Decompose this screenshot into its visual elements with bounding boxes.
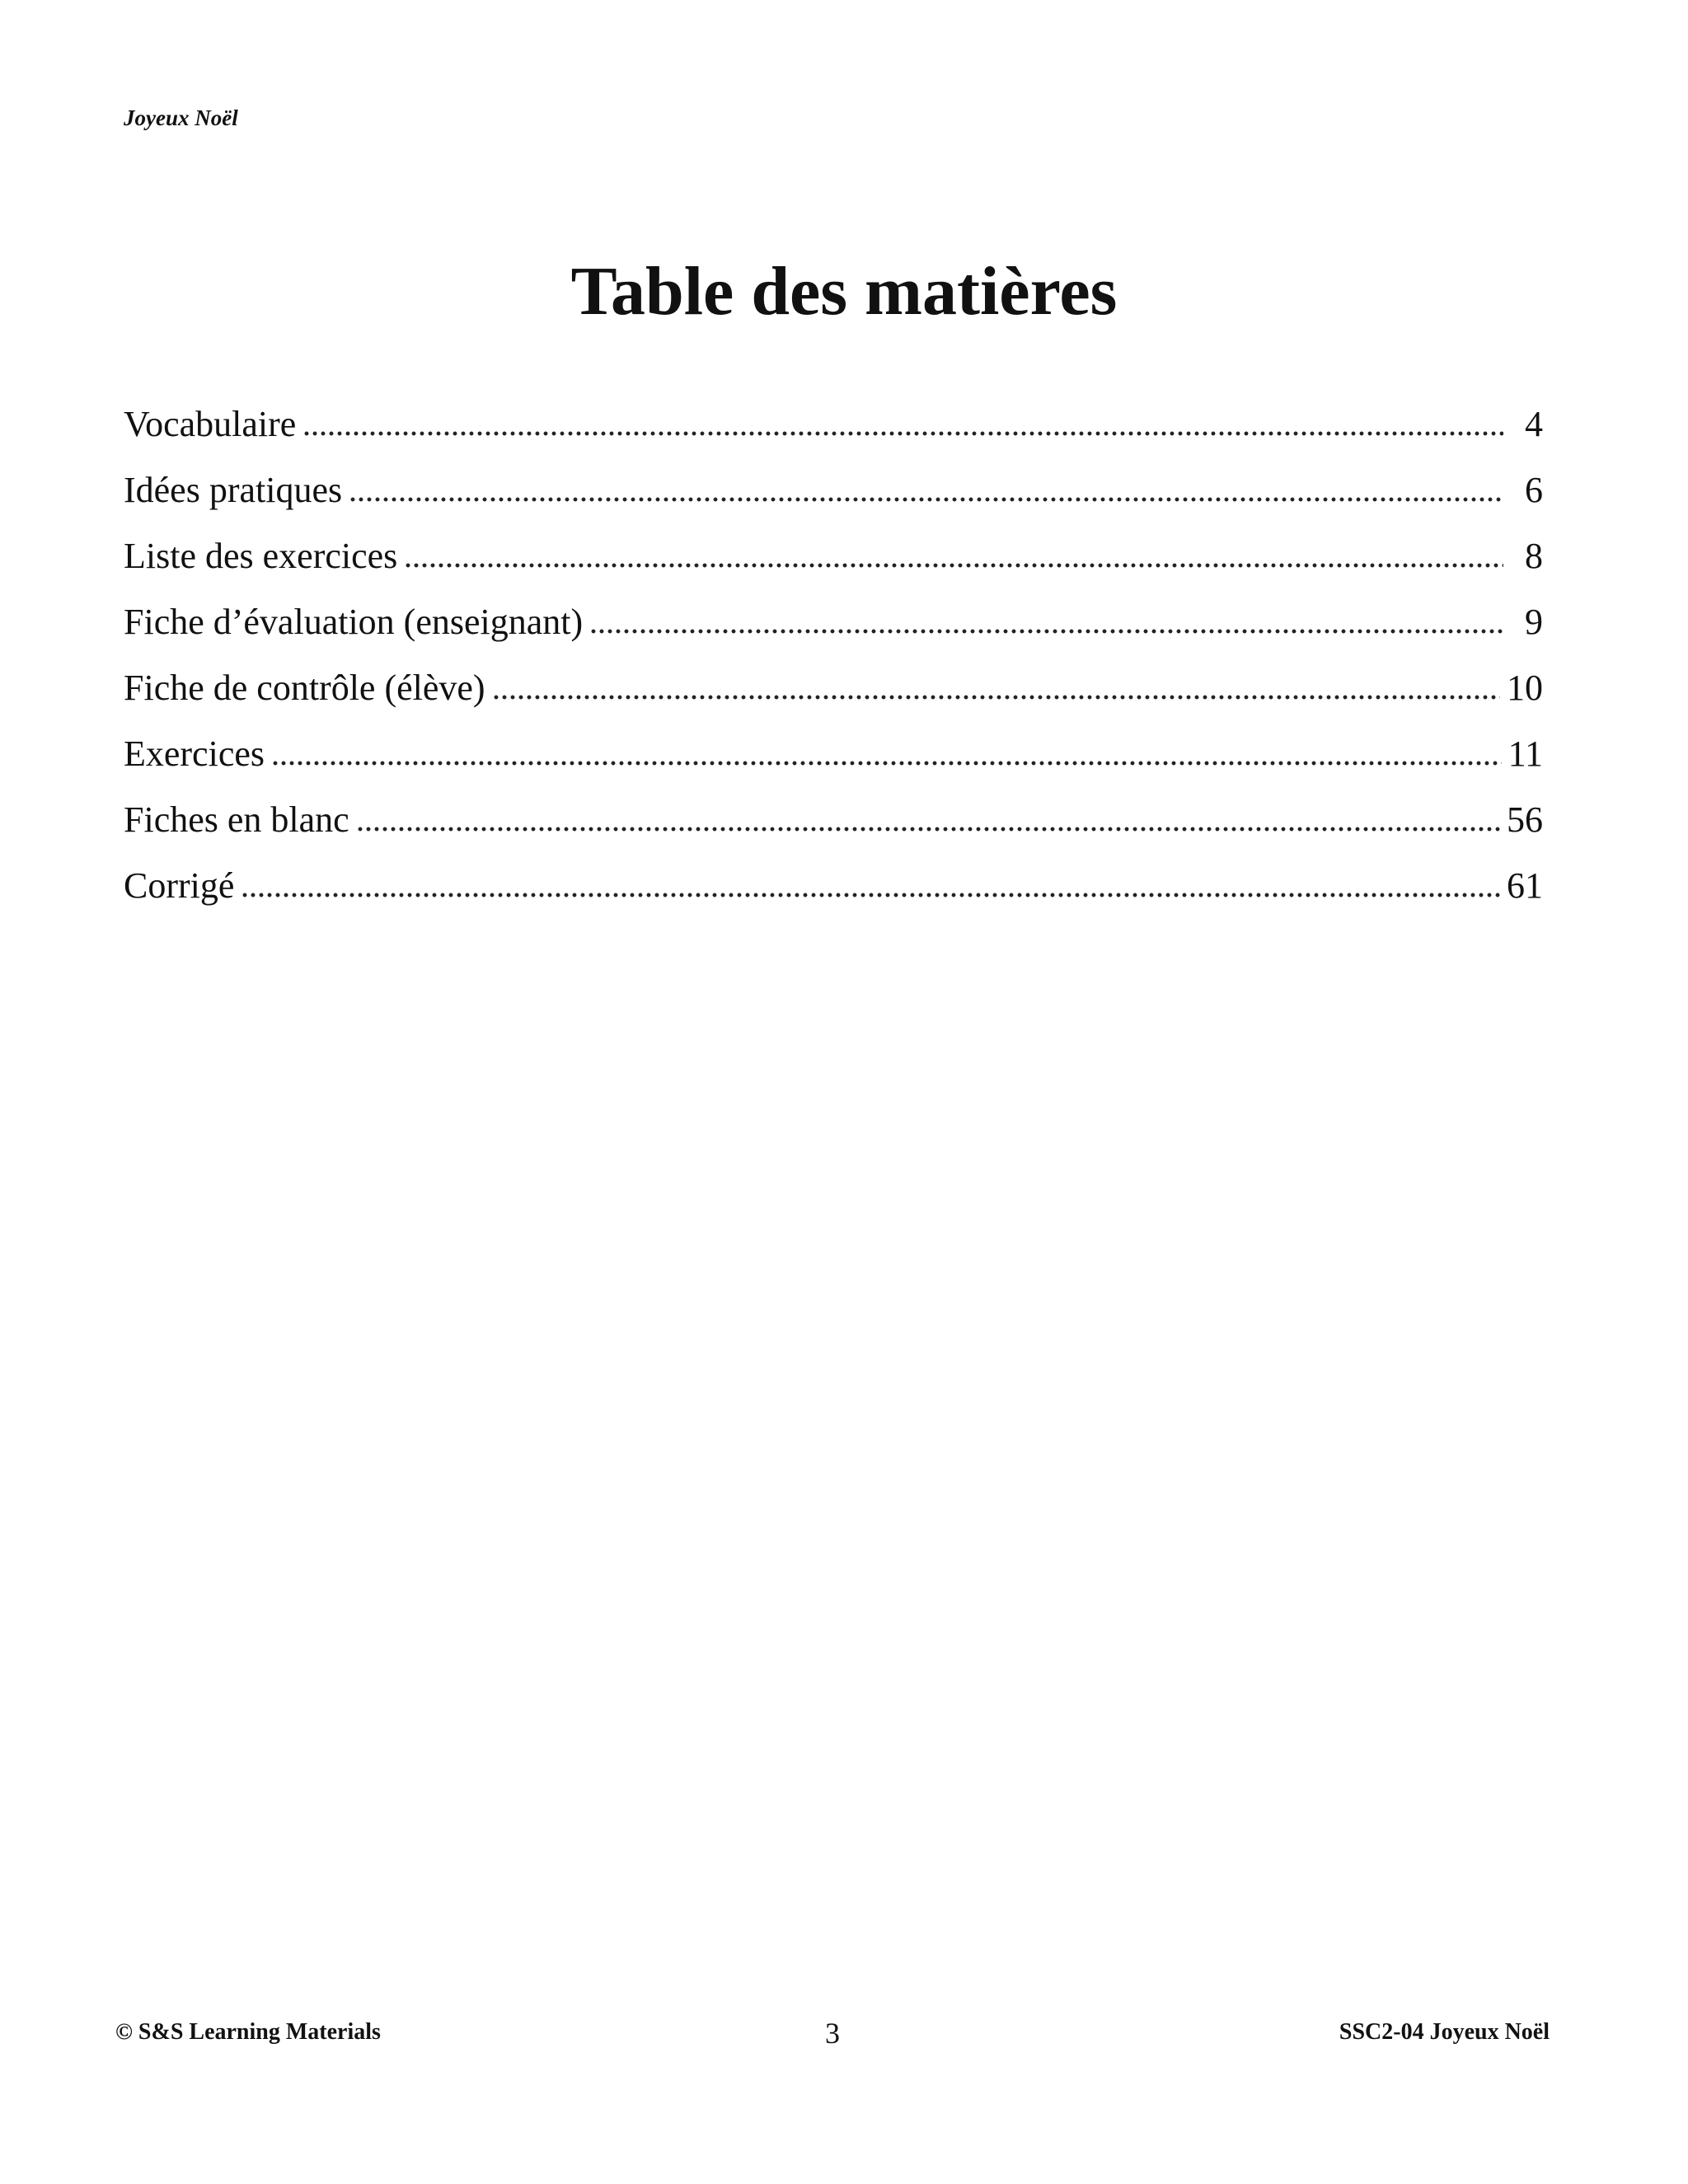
toc-entry-page: 61 [1507, 865, 1543, 906]
toc-entry-label: Fiche d’évaluation (enseignant) [124, 602, 584, 642]
dot-leader [589, 599, 1503, 635]
toc-entry-label: Corrigé [124, 865, 235, 906]
toc-entry-fiche-controle [124, 655, 1543, 721]
book-code: SSC2-04 Joyeux Noël [1339, 2019, 1550, 2045]
page-title: Table des matières [570, 253, 1118, 330]
dot-leader [349, 467, 1503, 504]
toc-entry-page: 11 [1507, 733, 1543, 774]
dot-leader [271, 731, 1502, 767]
toc-entry-liste-des-exercices [124, 523, 1543, 589]
dot-leader [241, 863, 1500, 899]
dot-leader [302, 401, 1503, 438]
toc-entry-fiches-en-blanc [124, 787, 1543, 853]
page-footer [115, 2019, 1550, 2052]
toc-entry-page: 8 [1525, 536, 1543, 576]
toc-entry-page: 4 [1525, 404, 1543, 444]
dot-leader [492, 665, 1500, 701]
toc-entry-label: Exercices [124, 733, 265, 774]
toc-entry-label: Fiches en blanc [124, 799, 349, 840]
dot-leader [404, 533, 1503, 569]
toc-entry-page: 56 [1507, 799, 1543, 840]
toc-entry-page: 6 [1525, 470, 1543, 510]
toc-entry-fiche-evaluation [124, 589, 1543, 655]
toc-entry-idees-pratiques [124, 457, 1543, 523]
toc-entry-page: 9 [1525, 602, 1543, 642]
toc-entry-label: Fiche de contrôle (élève) [124, 668, 485, 708]
toc-entry-label: Idées pratiques [124, 470, 343, 510]
toc-entry-exercices [124, 721, 1543, 787]
page-number: 3 [825, 2017, 840, 2050]
toc-entry-vocabulaire [124, 391, 1543, 457]
toc-entry-page: 10 [1507, 668, 1543, 708]
dot-leader [356, 797, 1500, 833]
toc-entry-label: Vocabulaire [124, 404, 297, 444]
running-header: Joyeux Noël [124, 105, 238, 130]
table-of-contents [124, 391, 1543, 919]
toc-entry-corrige [124, 853, 1543, 919]
copyright-notice: © S&S Learning Materials [115, 2019, 381, 2045]
toc-entry-label: Liste des exercices [124, 536, 398, 576]
